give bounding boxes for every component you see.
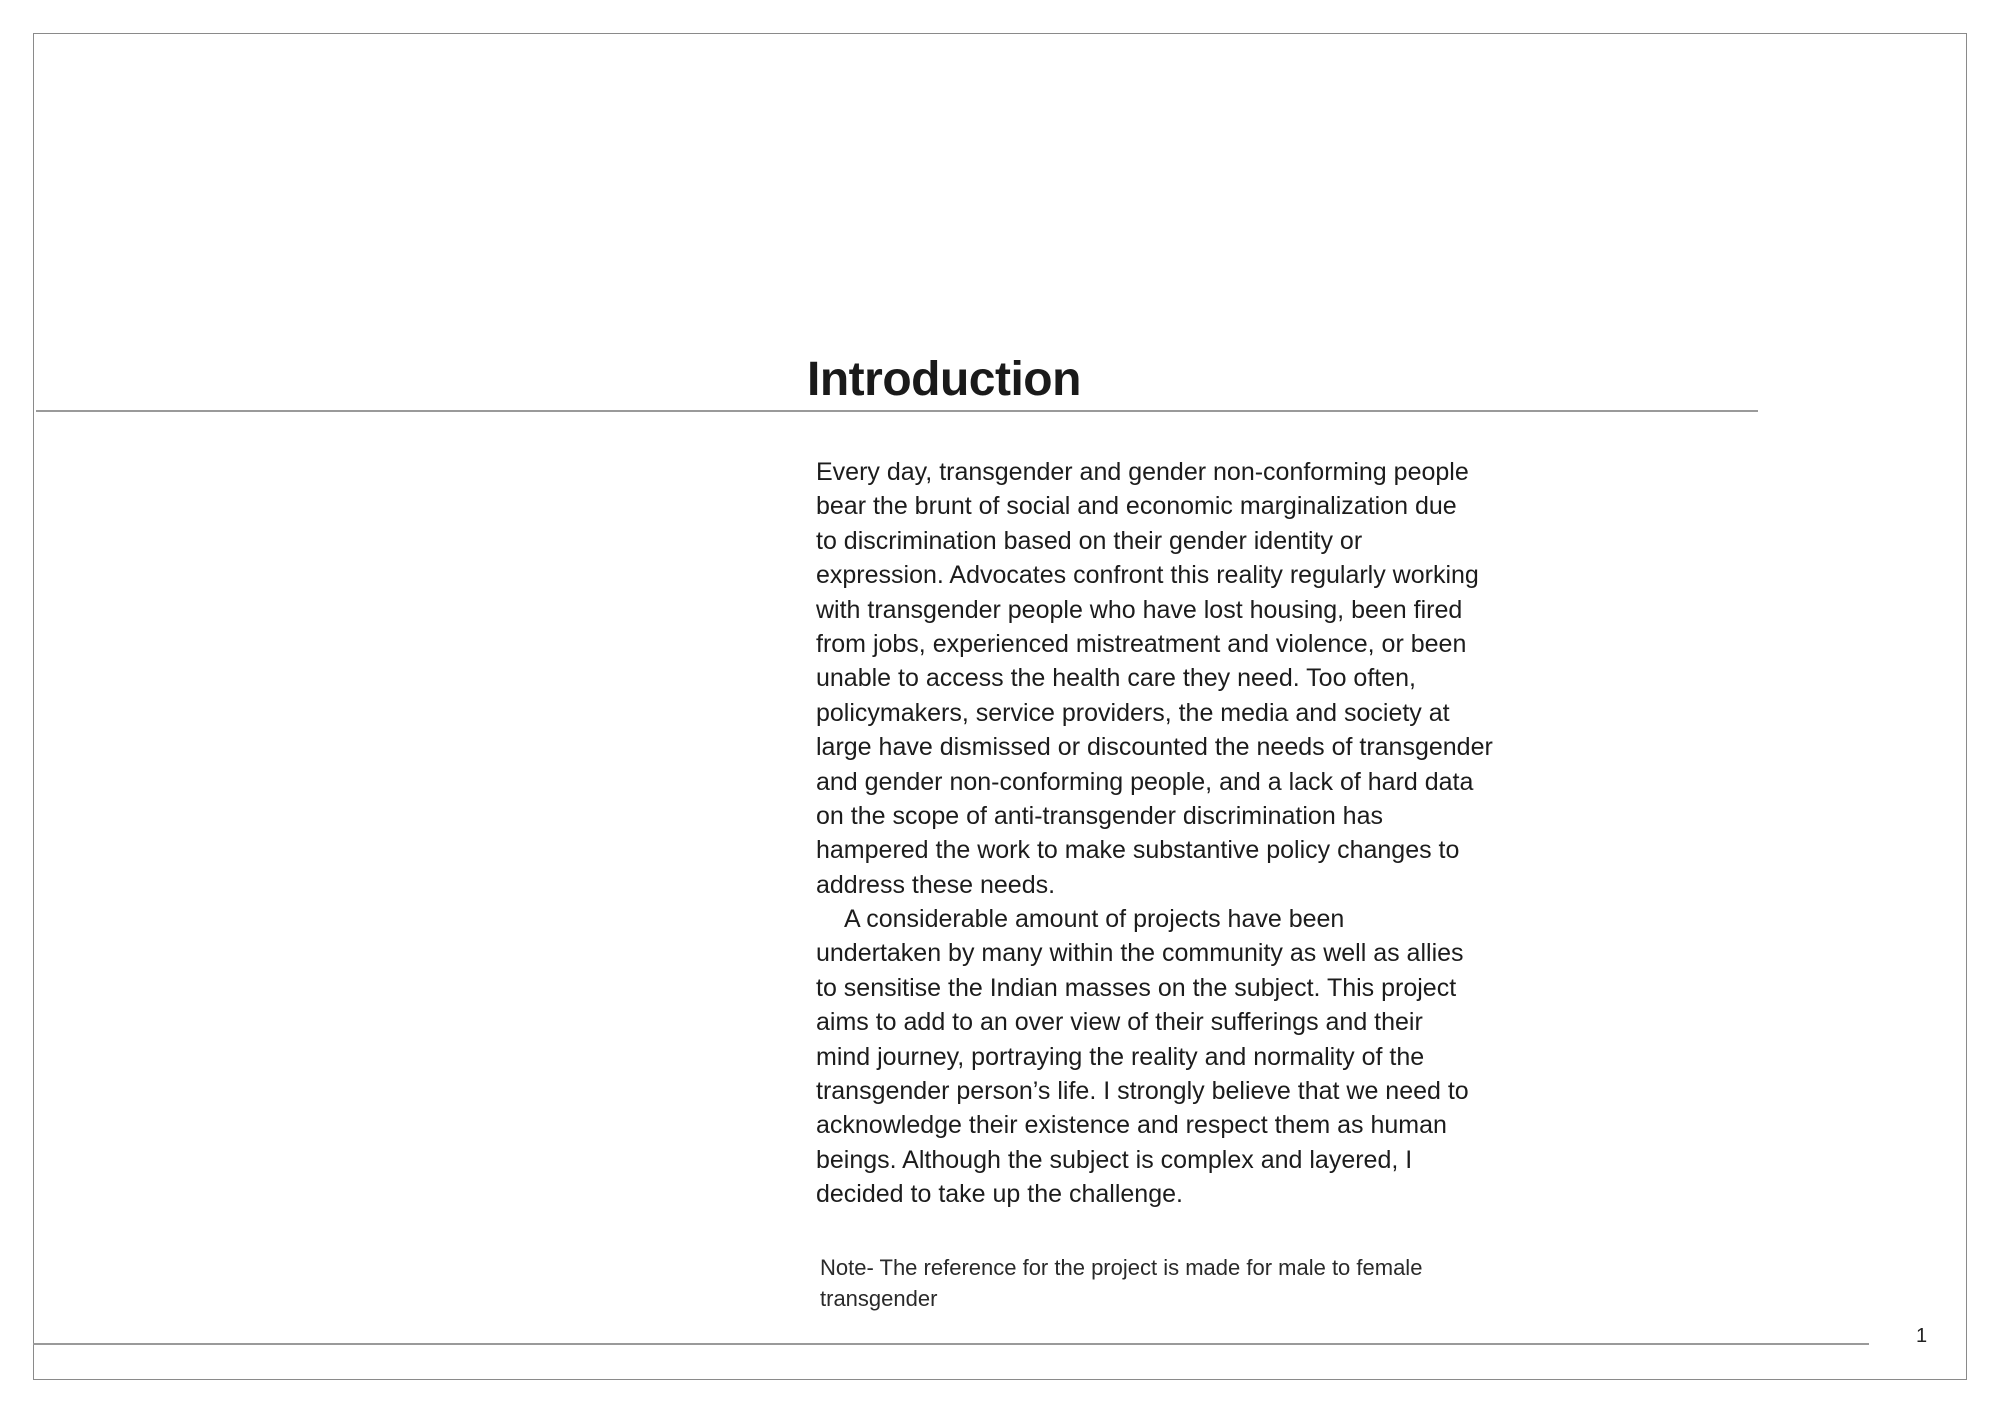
text-line: aims to add to an over view of their sufferings and their: [816, 1008, 1423, 1037]
text-line: large have dismissed or discounted the needs of transgender: [816, 733, 1493, 762]
text-line: and gender non-conforming people, and a lack of hard data: [816, 767, 1474, 796]
text-line: acknowledge their existence and respect them as human: [816, 1111, 1447, 1140]
text-line: from jobs, experienced mistreatment and violence, or been: [816, 629, 1467, 658]
text-line: bear the brunt of social and economic marginalization due: [816, 492, 1457, 521]
body-text: [816, 455, 1493, 1212]
text-line: unable to access the health care they need. Too often,: [816, 664, 1416, 693]
text-line: address these needs.: [816, 870, 1056, 899]
text-line: transgender person’s life. I strongly believe that we need to: [816, 1077, 1469, 1106]
title-divider: [36, 410, 1758, 412]
text-line: undertaken by many within the community as well as allies: [816, 939, 1464, 968]
page-number: 1: [1916, 1325, 1928, 1347]
text-line: to discrimination based on their gender identity or: [816, 526, 1363, 555]
paragraph-2: [816, 902, 1493, 1212]
text-line: expression. Advocates confront this reality regularly working: [816, 561, 1479, 590]
text-line: to sensitise the Indian masses on the subject. This project: [816, 973, 1457, 1002]
text-line: hampered the work to make substantive policy changes to: [816, 836, 1460, 865]
footer-divider: [33, 1343, 1869, 1345]
text-line: policymakers, service providers, the media and society at: [816, 698, 1450, 727]
text-line: decided to take up the challenge.: [816, 1180, 1183, 1209]
page-title: Introduction: [807, 353, 1081, 406]
text-line: Every day, transgender and gender non-conforming people: [816, 458, 1469, 486]
text-line: mind journey, portraying the reality and normality of the: [816, 1042, 1425, 1071]
text-line: A considerable amount of projects have been: [844, 905, 1345, 934]
footnote: [820, 1252, 1422, 1314]
text-line: beings. Although the subject is complex and layered, I: [816, 1145, 1413, 1174]
text-line: with transgender people who have lost housing, been fired: [816, 595, 1463, 624]
text-line: on the scope of anti-transgender discrimination has: [816, 801, 1383, 830]
text-line: transgender: [820, 1286, 938, 1311]
text-line: Note- The reference for the project is made for male to female: [820, 1255, 1423, 1280]
paragraph-1: [816, 455, 1493, 902]
